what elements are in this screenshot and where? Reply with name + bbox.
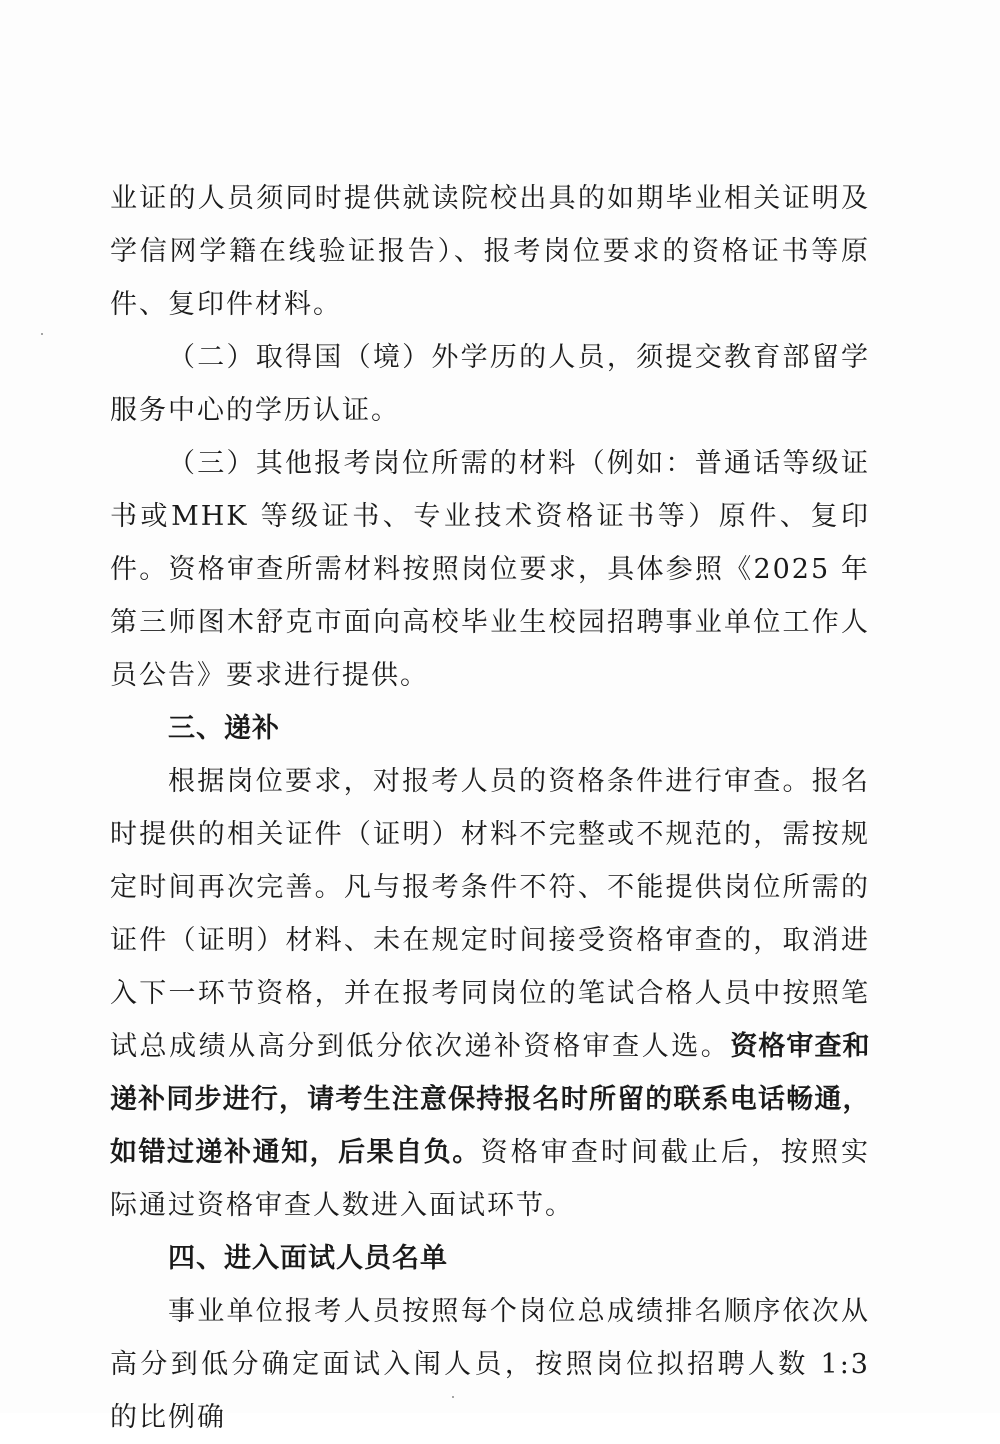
substitution-text: 根据岗位要求，对报考人员的资格条件进行审查。报名时提供的相关证件（证明）材料不完整或不规范的，需按规定时间再次完善。凡与报考条件不符、不能提供岗位所需的证件（证明）材料、未在规定时间接受资格审查的，取消进入下一环节资格，并在报考同岗位的笔试合格人员中按照笔试总成绩从高分到低分依次递补资格审查人选。 — [110, 766, 870, 1062]
paragraph-interview: 事业单位报考人员按照每个岗位总成绩排名顺序依次从高分到低分确定面试入闱人员，按照岗位拟招聘人数 1:3 的比例确 — [110, 1296, 870, 1433]
section-heading-substitution: 三、递补 — [168, 713, 280, 744]
document-body — [110, 172, 870, 1444]
paragraph-continuation: 业证的人员须同时提供就读院校出具的如期毕业相关证明及学信网学籍在线验证报告）、报考岗位要求的资格证书等原件、复印件材料。 — [110, 183, 870, 320]
substitution-tail: 资格审查时间截止后，按照实际通过资格审查人数进入面试环节。 — [110, 1137, 871, 1221]
paragraph-other-materials: （三）其他报考岗位所需的材料（例如：普通话等级证书或MHK 等级证书、专业技术资格证书等）原件、复印件。资格审查所需材料按照岗位要求，具体参照《2025 年第三师图木舒克市面向高校毕业生校园招聘事业单位工作人员公告》要求进行提供。 — [110, 448, 870, 691]
paragraph-substitution — [110, 755, 870, 1232]
substitution-bold-notice: 资格审查和递补同步进行，请考生注意保持报名时所留的联系电话畅通，如错过递补通知，后果自负。 — [110, 1031, 871, 1168]
scan-speck — [41, 333, 43, 335]
paragraph-foreign-degree: （二）取得国（境）外学历的人员，须提交教育部留学服务中心的学历认证。 — [110, 342, 870, 426]
section-heading-interview-list: 四、进入面试人员名单 — [168, 1243, 448, 1274]
